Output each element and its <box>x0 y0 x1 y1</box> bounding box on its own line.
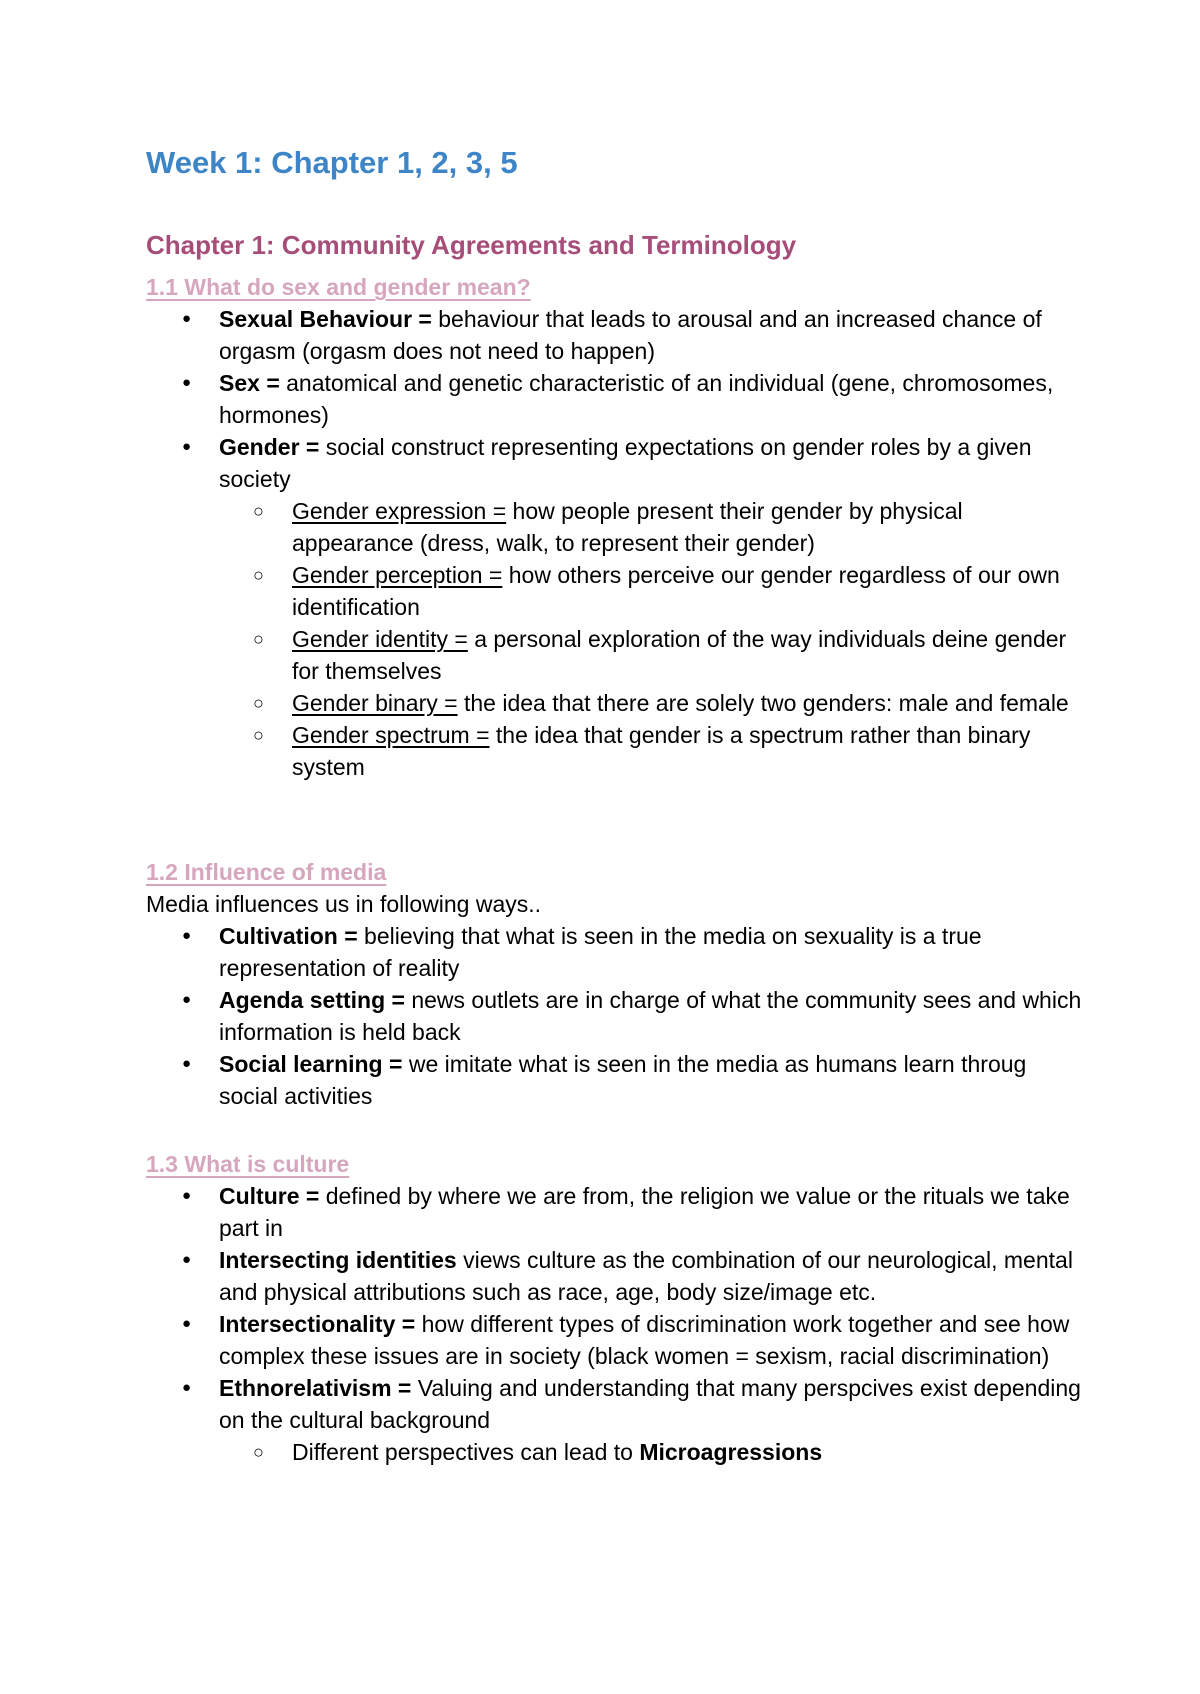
term: Microagressions <box>639 1439 823 1465</box>
document-page <box>146 138 1086 1465</box>
sublist-item <box>219 687 1086 719</box>
list-item <box>146 431 1086 783</box>
term: Cultivation = <box>219 923 358 949</box>
list-item <box>146 920 1086 984</box>
chapter-heading: Chapter 1: Community Agreements and Terminology <box>146 230 797 260</box>
definition: news outlets are in charge of what the community sees and which information is held back <box>219 987 1082 1045</box>
term: Gender = <box>219 434 320 460</box>
term: Gender perception = <box>292 562 503 588</box>
term: Ethnorelativism = <box>219 1375 412 1401</box>
term: Intersectionality = <box>219 1311 416 1337</box>
definition: the idea that gender is a spectrum rather than binary system <box>292 722 1031 780</box>
list-item <box>146 1244 1086 1308</box>
term: Social learning = <box>219 1051 403 1077</box>
definition: how others perceive our gender regardless of our own identification <box>292 562 1060 620</box>
section-heading-1-3[interactable]: 1.3 What is culture <box>146 1151 350 1177</box>
gender-sublist <box>219 495 1086 783</box>
list-item <box>146 367 1086 431</box>
definition: the idea that there are solely two genders: male and female <box>457 690 1069 716</box>
term: Agenda setting = <box>219 987 405 1013</box>
section-heading-1-2[interactable]: 1.2 Influence of media <box>146 859 387 885</box>
definition: defined by where we are from, the religion we value or the rituals we take part in <box>219 1183 1070 1241</box>
section-intro: Media influences us in following ways.. <box>146 891 542 917</box>
definition: views culture as the combination of our neurological, mental and physical attributions such as race, age, body size/image etc. <box>219 1247 1073 1305</box>
section-1-2-list <box>146 920 1086 1112</box>
ethnorelativism-sublist <box>219 1436 1086 1468</box>
list-item <box>146 1308 1086 1372</box>
definition: believing that what is seen in the media on sexuality is a true representation of reality <box>219 923 982 981</box>
list-item <box>146 1372 1086 1468</box>
term: Gender expression = <box>292 498 507 524</box>
definition: behaviour that leads to arousal and an increased chance of orgasm (orgasm does not need to happen) <box>219 306 1042 364</box>
term: Sexual Behaviour = <box>219 306 432 332</box>
list-item <box>146 303 1086 367</box>
sublist-text: Different perspectives can lead to <box>292 1439 640 1465</box>
definition: anatomical and genetic characteristic of an individual (gene, chromosomes, hormones) <box>219 370 1054 428</box>
term: Gender identity = <box>292 626 468 652</box>
sublist-item <box>219 1436 1086 1468</box>
list-item <box>146 1048 1086 1112</box>
sublist-item <box>219 559 1086 623</box>
section-1-1-list <box>146 303 1086 783</box>
term: Gender spectrum = <box>292 722 490 748</box>
definition: social construct representing expectations on gender roles by a given society <box>219 434 1032 492</box>
term: Sex = <box>219 370 280 396</box>
definition: how people present their gender by physical appearance (dress, walk, to represent their gender) <box>292 498 963 556</box>
sublist-item <box>219 719 1086 783</box>
page-title: Week 1: Chapter 1, 2, 3, 5 <box>146 145 518 180</box>
list-item <box>146 984 1086 1048</box>
section-1-3-list <box>146 1180 1086 1468</box>
section-heading-1-1[interactable]: 1.1 What do sex and gender mean? <box>146 274 531 300</box>
sublist-item <box>219 623 1086 687</box>
list-item <box>146 1180 1086 1244</box>
sublist-item <box>219 495 1086 559</box>
definition: how different types of discrimination work together and see how complex these issues are in society (black women = sexism, racial discrimination) <box>219 1311 1070 1369</box>
definition: Valuing and understanding that many perspcives exist depending on the cultural background <box>219 1375 1081 1433</box>
definition: we imitate what is seen in the media as humans learn throug social activities <box>219 1051 1027 1109</box>
term: Gender binary = <box>292 690 458 716</box>
term: Intersecting identities <box>219 1247 457 1273</box>
definition: a personal exploration of the way individuals deine gender for themselves <box>292 626 1067 684</box>
term: Culture = <box>219 1183 320 1209</box>
